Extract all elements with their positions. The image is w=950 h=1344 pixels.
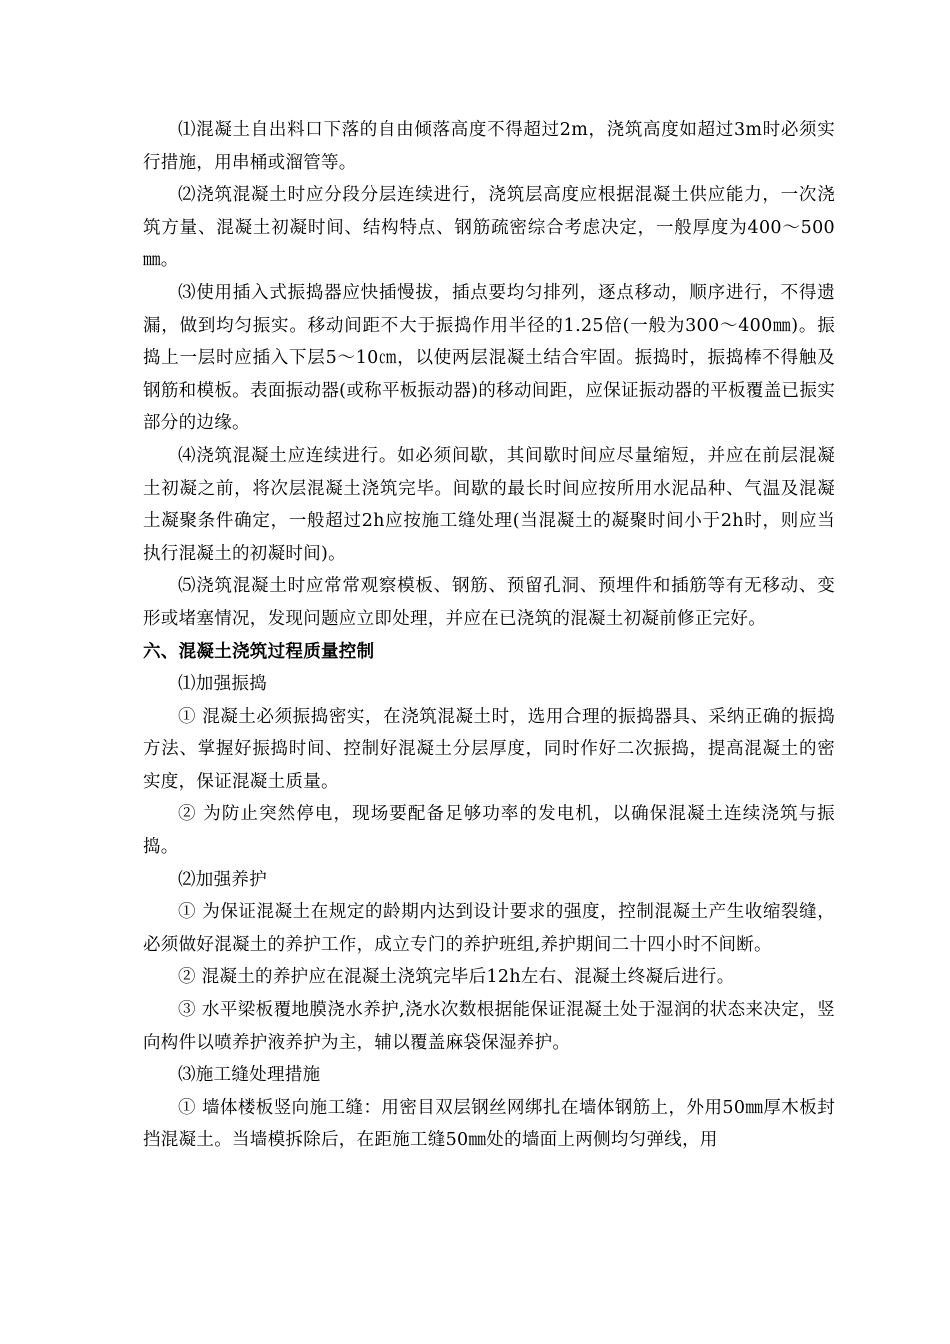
subheading-curing: ⑵加强养护 bbox=[178, 869, 267, 890]
paragraph-layered-pouring: ⑵浇筑混凝土时应分段分层连续进行，浇筑层高度应根据混凝土供应能力，一次浇筑方量、混凝土初凝时间、结构特点、钢筋疏密综合考虑决定，一般厚度为400～500㎜。 bbox=[143, 185, 835, 271]
paragraph-vibration-1: ① 混凝土必须振捣密实，在浇筑混凝土时，选用合理的振捣器具、采纳正确的振捣方法、掌握好振捣时间、控制好混凝土分层厚度，同时作好二次振捣，提高混凝土的密实度，保证混凝土质量。 bbox=[143, 706, 835, 792]
paragraph-pour-height: ⑴混凝土自出料口下落的自由倾落高度不得超过2m，浇筑高度如超过3m时必须实行措施，用串桶或溜管等。 bbox=[143, 120, 835, 173]
paragraph-curing-3: ③ 水平梁板覆地膜浇水养护,浇水次数根据能保证混凝土处于湿润的状态来决定，竖向构件以喷养护液养护为主，辅以覆盖麻袋保湿养护。 bbox=[143, 1000, 835, 1053]
paragraph-continuous-pouring: ⑷浇筑混凝土应连续进行。如必须间歇，其间歇时间应尽量缩短，并应在前层混凝土初凝之前，将次层混凝土浇筑完毕。间歇的最长时间应按所用水泥品种、气温及混凝土凝聚条件确定，一般超过2h应按施工缝处理(当混凝土的凝聚时间小于2h时，则应当执行混凝土的初凝时间)。 bbox=[143, 445, 835, 564]
paragraph-vibration-2: ② 为防止突然停电，现场要配备足够功率的发电机，以确保混凝土连续浇筑与振捣。 bbox=[143, 804, 835, 858]
paragraph-vibrator-usage: ⑶使用插入式振捣器应快插慢拔，插点要均匀排列，逐点移动，顺序进行，不得遗漏，做到均匀振实。移动间距不大于振捣作用半径的1.25倍(一般为300～400㎜)。振捣上一层时应插入下层5～10㎝，以使两层混凝土结合牢固。振捣时，振捣棒不得触及钢筋和模板。表面振动器(或称平板振动器)的移动间距，应保证振动器的平板覆盖已振实部分的边缘。 bbox=[143, 282, 835, 434]
subheading-vibration: ⑴加强振捣 bbox=[178, 674, 267, 695]
paragraph-curing-2: ② 混凝土的养护应在混凝土浇筑完毕后12h左右、混凝土终凝后进行。 bbox=[178, 967, 735, 988]
section-heading: 六、混凝土浇筑过程质量控制 bbox=[143, 641, 375, 662]
paragraph-inspection: ⑸浇筑混凝土时应常常观察模板、钢筋、预留孔洞、预埋件和插筋等有无移动、变形或堵塞情况，发现问题应立即处理，并应在已浇筑的混凝土初凝前修正完好。 bbox=[143, 576, 835, 629]
paragraph-construction-joint-1: ① 墙体楼板竖向施工缝：用密目双层钢丝网绑扎在墙体钢筋上，外用50㎜厚木板封挡混凝土。当墙模拆除后，在距施工缝50㎜处的墙面上两侧均匀弹线，用 bbox=[143, 1097, 835, 1151]
paragraph-curing-1: ① 为保证混凝土在规定的龄期内达到设计要求的强度，控制混凝土产生收缩裂缝，必须做好混凝土的养护工作，成立专门的养护班组,养护期间二十四小时不间断。 bbox=[143, 902, 835, 955]
document-page bbox=[143, 114, 835, 1157]
subheading-construction-joint: ⑶施工缝处理措施 bbox=[178, 1065, 321, 1086]
